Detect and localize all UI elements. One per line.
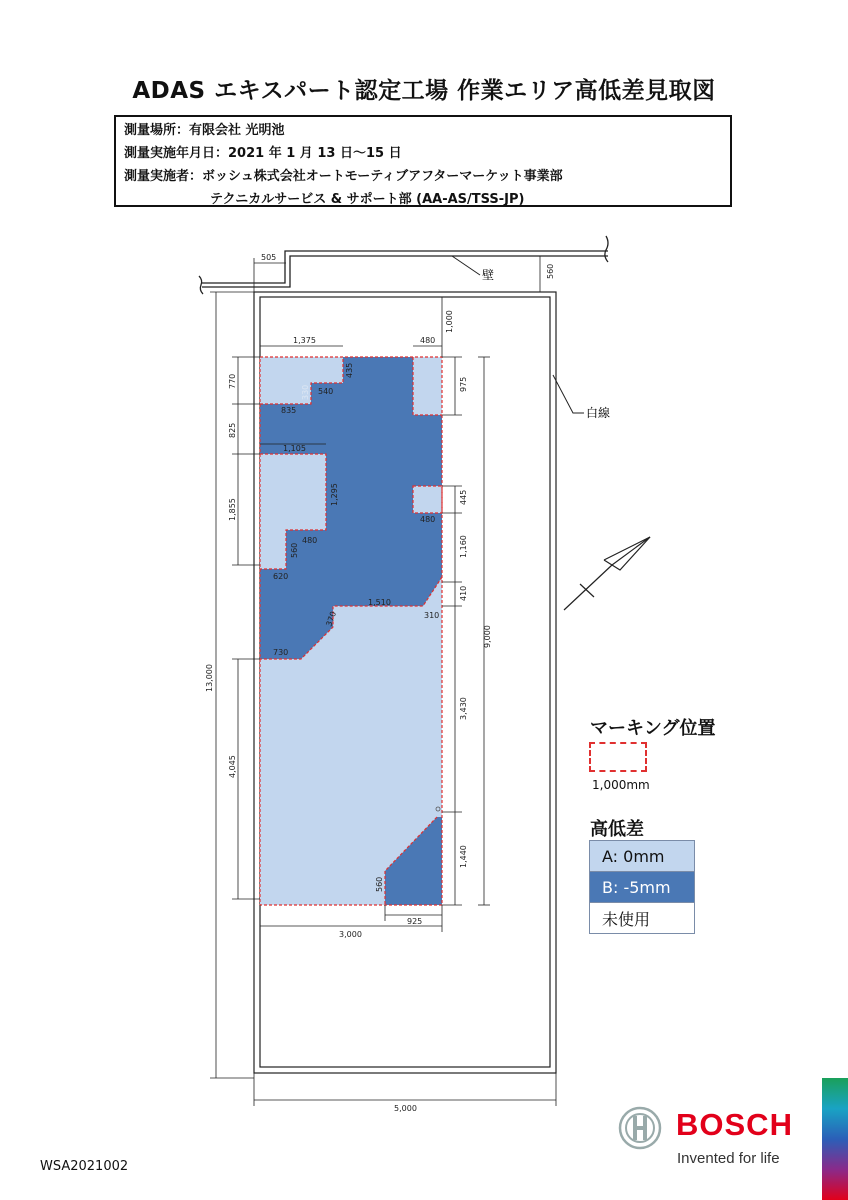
dim-770: 770 [228,373,237,389]
white-line-label: 白線 [586,406,611,420]
dim-9000: 9,000 [483,625,492,648]
surveyor: 測量実施者：ボッシュ株式会社オートモーティブアフターマーケット事業部 [124,169,563,184]
dim-4045: 4,045 [228,755,237,778]
north-arrow-icon [564,537,650,610]
white-line-leader [553,375,584,413]
height-legend-table [589,840,695,934]
marking-legend-size: 1,000mm [592,778,650,792]
dim-1160: 1,160 [459,535,468,558]
wall-break-left [199,276,203,294]
survey-date: 測量実施年月日：2021 年 1 月 13 日～15 日 [124,146,402,161]
bosch-armature-icon [618,1106,662,1150]
height-legend-title: 高低差 [590,819,644,840]
page-title: ADAS エキスパート認定工場 作業エリア高低差見取図 [132,78,716,104]
north-arrow-shaft [564,565,612,610]
dim-3000: 3,000 [339,930,362,939]
survey-location: 測量場所：有限会社 光明池 [124,123,285,138]
dim-480-top: 480 [420,336,436,345]
dim-480-mid: 480 [420,515,436,524]
dim-5000: 5,000 [394,1104,417,1113]
wall-break-right [605,236,608,262]
dim-835: 835 [281,406,297,415]
wall-leader [452,256,480,275]
dim-560-top: 560 [546,263,555,279]
marking-legend-sample [589,742,647,772]
zone-a-pocket [413,486,442,513]
brand-name: BOSCH [676,1107,793,1142]
legend-zone-a: A: 0mm [590,841,695,872]
legend-zone-b: B: -5mm [590,872,695,903]
dim-975: 975 [459,376,468,392]
dim-1510: 1,510 [368,598,391,607]
north-arrow-center [612,537,650,565]
dim-1000-top: 1,000 [445,310,454,333]
dim-1295: 1,295 [330,483,339,506]
dim-310: 310 [424,611,440,620]
dim-925: 925 [407,917,423,926]
marking-legend-title: マーキング位置 [590,718,716,739]
dim-1440: 1,440 [459,845,468,868]
dim-410: 410 [459,585,468,601]
dim-435: 435 [345,362,354,378]
dim-445: 445 [459,489,468,505]
legend-unused: 未使用 [590,903,695,934]
dim-730: 730 [273,648,289,657]
dim-330: 330 [301,384,310,400]
dim-505: 505 [261,253,277,262]
dim-13000: 13,000 [205,664,214,692]
dim-560-bottom: 560 [375,876,384,892]
dim-1375: 1,375 [293,336,316,345]
dim-620: 620 [273,572,289,581]
brand-tagline: Invented for life [677,1150,780,1167]
dim-3430: 3,430 [459,697,468,720]
dim-370: 370 [324,610,339,628]
dim-825: 825 [228,422,237,438]
dim-1105: 1,105 [283,444,306,453]
brand-color-bar [822,1078,848,1200]
dim-560-left: 560 [290,542,299,558]
wall-label: 壁 [482,268,495,282]
surveyor-department: テクニカルサービス & サポート部 (AA-AS/TSS-JP) [210,192,525,207]
dim-480-step: 480 [302,536,318,545]
document-code: WSA2021002 [40,1159,129,1174]
dim-1855: 1,855 [228,498,237,521]
north-arrow-tick [580,584,594,597]
dim-540: 540 [318,387,334,396]
